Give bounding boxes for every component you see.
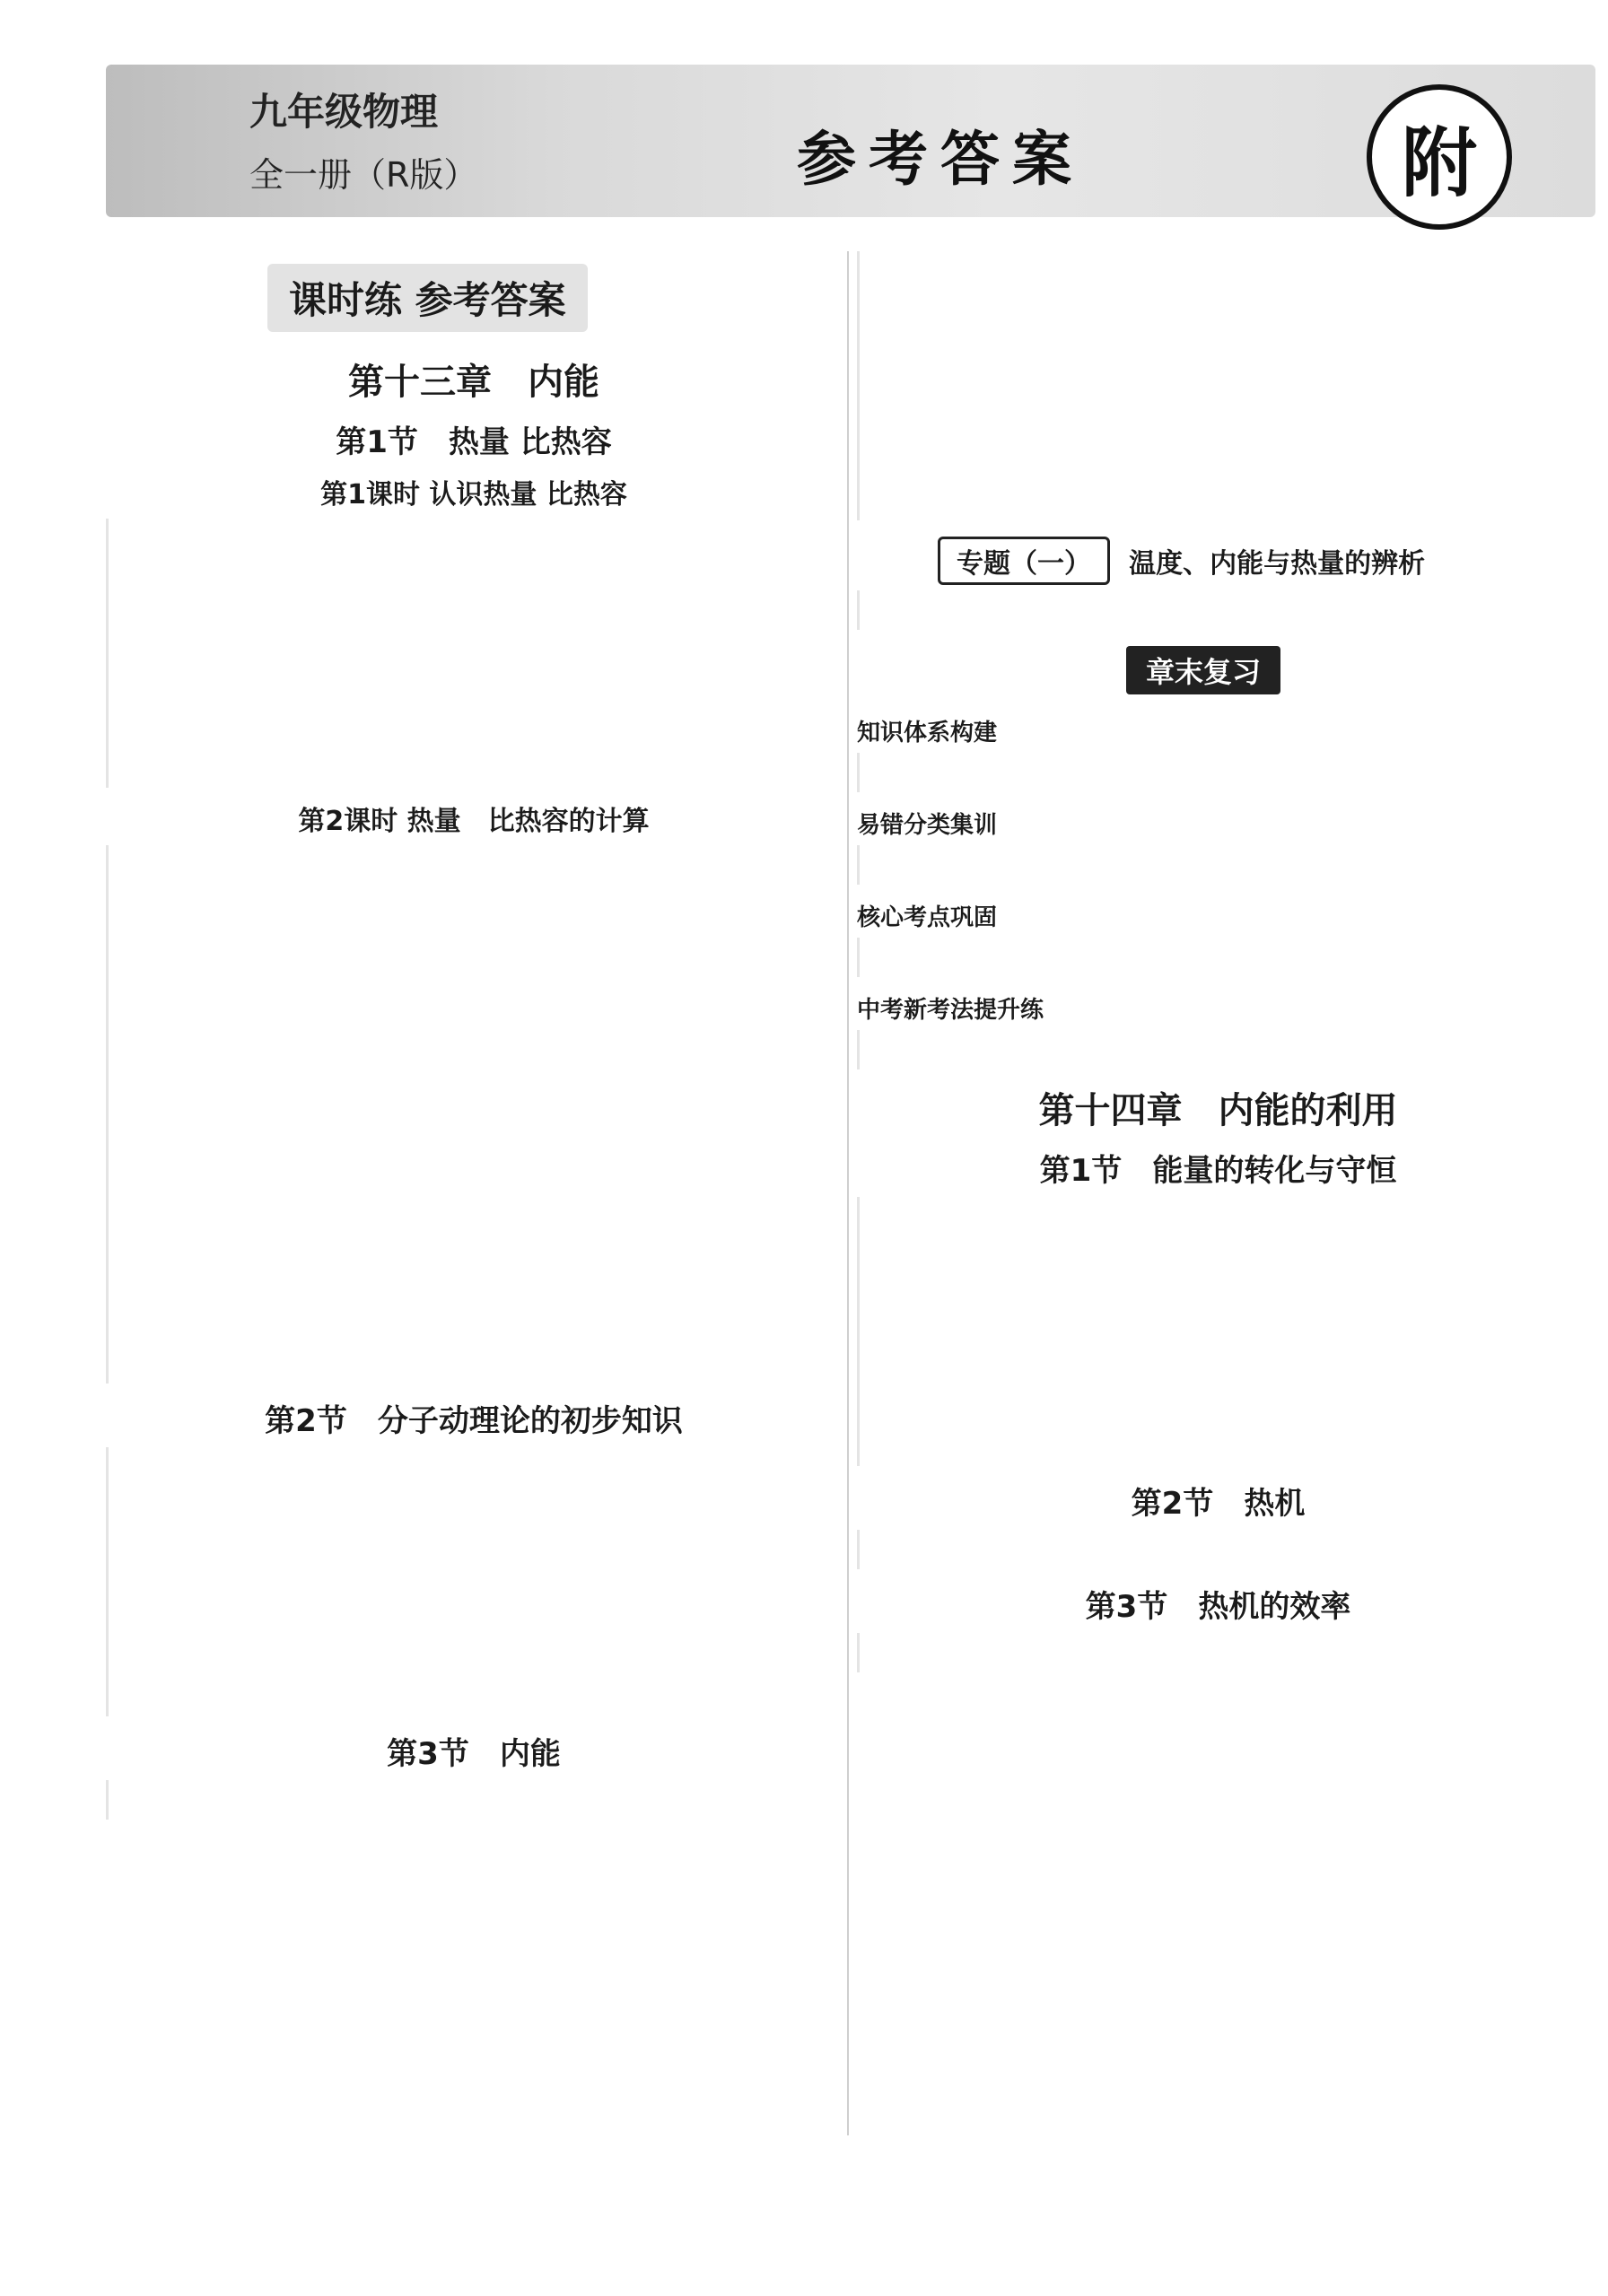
chapter-review-tag: 章末复习: [1126, 646, 1280, 694]
ch13-section-3-answers: [106, 1780, 842, 1820]
grade-label: 九年级物理: [249, 90, 439, 134]
topic-1-box: 专题（一）: [938, 537, 1110, 585]
ch13-lesson-2-title: 第2课时 热量 比热容的计算: [298, 806, 650, 837]
review-answers-3: [857, 938, 1579, 977]
review-answers-1: [857, 753, 1579, 792]
right-column: [857, 251, 1579, 1676]
page-title: 参考答案: [797, 125, 1084, 194]
review-answers-2: [857, 845, 1579, 885]
review-label-3: 核心考点巩固: [857, 904, 998, 931]
ch14-section-2-title: 第2节 热机: [1131, 1486, 1306, 1522]
ch13-section-1-title: 第1节 热量 比热容: [336, 424, 612, 460]
ch14-section-2-answers: [857, 1530, 1579, 1569]
topic-1-caption: 温度、内能与热量的辨析: [1129, 548, 1426, 580]
chapter-14-title: 第十四章 内能的利用: [1038, 1090, 1398, 1131]
review-label-4: 中考新考法提升练: [857, 997, 1044, 1024]
appendix-badge: 附: [1367, 84, 1512, 230]
column-divider: [847, 251, 849, 2135]
edition-label: 全一册（R版）: [249, 155, 478, 195]
ch14-section-1-title: 第1节 能量的转化与守恒: [1039, 1153, 1397, 1189]
ch13-lesson-1-title: 第1课时 认识热量 比热容: [320, 479, 627, 511]
ch14-section-1-answers: [857, 1197, 1579, 1466]
ch14-section-3-title: 第3节 热机的效率: [1085, 1589, 1351, 1625]
header-banner: [106, 65, 1595, 217]
chapter-13-title: 第十三章 内能: [348, 362, 599, 403]
ch13-lesson-2-answers: [106, 845, 842, 1384]
review-label-1: 知识体系构建: [857, 720, 998, 746]
review-answers-4: [857, 1030, 1579, 1069]
ch13-section-2-title: 第2节 分子动理论的初步知识: [265, 1403, 683, 1439]
lesson-practice-heading: 课时练 参考答案: [267, 264, 588, 332]
right-column-continued-answers: [857, 251, 1579, 520]
review-label-2: 易错分类集训: [857, 812, 998, 839]
ch13-lesson-1-answers: [106, 519, 842, 788]
left-column: [106, 251, 842, 1823]
topic-1-answers: [857, 590, 1579, 630]
ch13-section-3-title: 第3节 内能: [387, 1736, 561, 1772]
ch14-section-3-answers: [857, 1633, 1579, 1672]
ch13-section-2-answers: [106, 1447, 842, 1716]
